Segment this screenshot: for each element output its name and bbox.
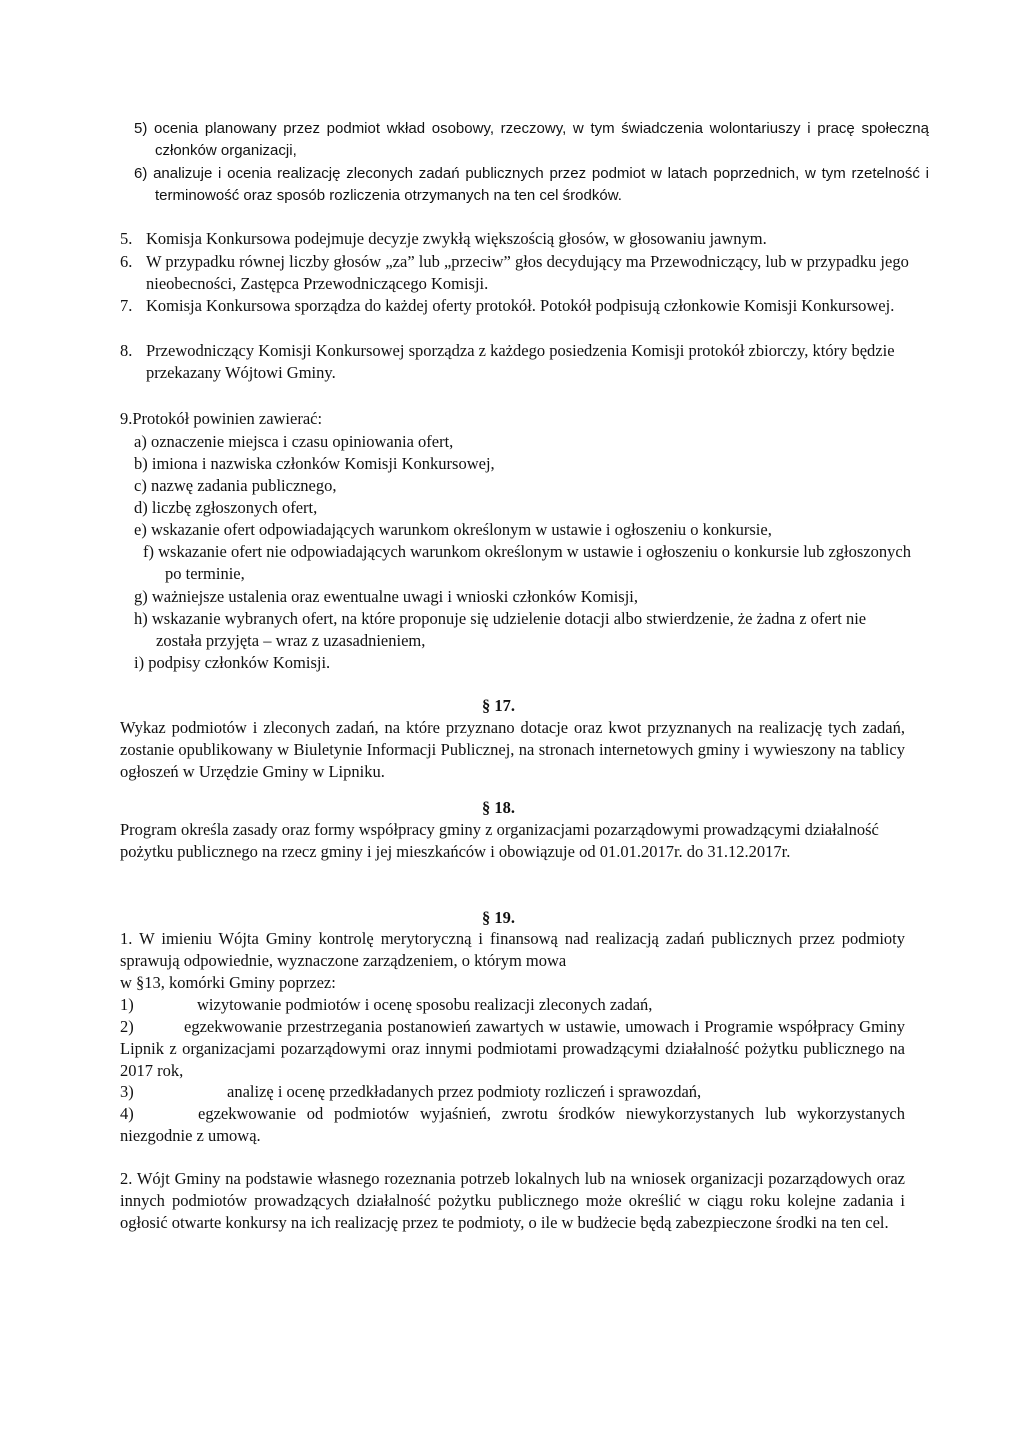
section-19-item-4 bbox=[120, 1103, 905, 1147]
section-19-title: § 19. bbox=[482, 908, 515, 927]
paragraph-8-text: Przewodniczący Komisji Konkursowej sporządza z każdego posiedzenia Komisji protokół zbiorczy, który będzie przekazany Wójtowi Gminy. bbox=[146, 341, 895, 382]
section-19-item-1 bbox=[120, 994, 905, 1016]
protocol-item-a: a) oznaczenie miejsca i czasu opiniowania ofert, bbox=[134, 432, 454, 451]
paragraph-5-text: Komisja Konkursowa podejmuje decyzje zwykłą większością głosów, w głosowaniu jawnym. bbox=[146, 229, 767, 248]
paragraph-8-number: 8. bbox=[120, 341, 133, 360]
section-19-item-3 bbox=[120, 1081, 905, 1103]
protocol-item-f: f) wskazanie ofert nie odpowiadających warunkom określonym w ustawie i ogłoszeniu o konkursie lub zgłoszonych po terminie, bbox=[143, 542, 911, 583]
intro-item-5: 5) ocenia planowany przez podmiot wkład osobowy, rzeczowy, w tym świadczenia wolontariuszy i pracę społeczną członków organizacji, bbox=[134, 120, 929, 159]
section-18-title: § 18. bbox=[482, 798, 515, 817]
protocol-item-g: g) ważniejsze ustalenia oraz ewentualne uwagi i wnioski członków Komisji, bbox=[134, 587, 639, 606]
section-19-item-3-text: analizę i ocenę przedkładanych przez podmioty rozliczeń i sprawozdań, bbox=[227, 1082, 702, 1101]
protocol-item-e: e) wskazanie ofert odpowiadających warunkom określonym w ustawie i ogłoszeniu o konkursie, bbox=[134, 520, 772, 539]
intro-item-6: 6) analizuje i ocenia realizację zleconych zadań publicznych przez podmiot w latach poprzednich, w tym rzetelność i terminowość oraz sposób rozliczenia otrzymanych na ten cel środków. bbox=[134, 165, 929, 204]
section-19-item-3-number: 3) bbox=[120, 1082, 134, 1101]
paragraph-6-text: W przypadku równej liczby głosów „za” lub „przeciw” głos decydujący ma Przewodniczący, lub w przypadku jego nieobecności, Zastępca Przewodniczącego Komisji. bbox=[146, 252, 909, 293]
paragraph-7-number: 7. bbox=[120, 296, 133, 315]
protocol-heading: 9.Protokół powinien zawierać: bbox=[120, 409, 323, 428]
section-19-item-2 bbox=[120, 1016, 905, 1082]
section-19-para-1-continued: w §13, komórki Gminy poprzez: bbox=[120, 973, 336, 992]
paragraph-6-number: 6. bbox=[120, 252, 133, 271]
section-19-para-1: 1. W imieniu Wójta Gminy kontrolę merytoryczną i finansową nad realizacją zadań publicznych przez podmioty sprawują odpowiednie, wyznaczone zarządzeniem, o którym mowa bbox=[120, 929, 905, 970]
paragraph-7-text: Komisja Konkursowa sporządza do każdej oferty protokół. Potokół podpisują członkowie Komisji Konkursowej. bbox=[146, 296, 895, 315]
section-19-item-2-number: 2) bbox=[120, 1017, 134, 1036]
section-18-text: Program określa zasady oraz formy współpracy gminy z organizacjami pozarządowymi prowadzącymi działalność pożytku publicznego na rzecz gminy i jej mieszkańców i obowiązuje od 01.01.2017r. do 31.12.2017r. bbox=[120, 820, 879, 861]
protocol-item-b: b) imiona i nazwiska członków Komisji Konkursowej, bbox=[134, 454, 495, 473]
section-19-item-4-number: 4) bbox=[120, 1104, 134, 1123]
paragraph-5-number: 5. bbox=[120, 229, 133, 248]
protocol-item-i: i) podpisy członków Komisji. bbox=[134, 653, 331, 672]
paragraph-8 bbox=[120, 340, 910, 384]
section-17-text: Wykaz podmiotów i zleconych zadań, na które przyznano dotacje oraz kwot przyznanych na realizację tych zadań, zostanie opublikowany w Biuletynie Informacji Publicznej, na stronach internetowych gminy i wywieszony na tablicy ogłoszeń w Urzędzie Gminy w Lipniku. bbox=[120, 718, 905, 781]
section-19-para-2: 2. Wójt Gminy na podstawie własnego rozeznania potrzeb lokalnych lub na wniosek organizacji pozarządowych oraz innych podmiotów prowadzących działalność pożytku publicznego może określić w ciągu roku kolejne zadania i ogłosić otwarte konkursy na ich realizację przez te podmioty, o ile w budżecie będą zabezpieczone środki na ten cel. bbox=[120, 1169, 905, 1232]
protocol-item-c: c) nazwę zadania publicznego, bbox=[134, 476, 337, 495]
section-17-title: § 17. bbox=[482, 696, 515, 715]
paragraph-5 bbox=[120, 228, 910, 250]
section-19-item-2-text: egzekwowanie przestrzegania postanowień zawartych w ustawie, umowach i Programie współpracy Gminy Lipnik z organizacjami pozarządowymi oraz innymi podmiotami prowadzącymi działalność pożytku publicznego na 2017 rok, bbox=[120, 1017, 905, 1080]
paragraph-6 bbox=[120, 251, 910, 295]
section-19-item-1-number: 1) bbox=[120, 995, 134, 1014]
protocol-item-d: d) liczbę zgłoszonych ofert, bbox=[134, 498, 318, 517]
section-19-item-4-text: egzekwowanie od podmiotów wyjaśnień, zwrotu środków niewykorzystanych lub wykorzystanych niezgodnie z umową. bbox=[120, 1104, 905, 1145]
section-19-item-1-text: wizytowanie podmiotów i ocenę sposobu realizacji zleconych zadań, bbox=[197, 995, 653, 1014]
protocol-item-h: h) wskazanie wybranych ofert, na które proponuje się udzielenie dotacji albo stwierdzenie, że żadna z ofert nie została przyjęta – wraz z uzasadnieniem, bbox=[134, 609, 867, 650]
paragraph-7 bbox=[120, 295, 910, 317]
